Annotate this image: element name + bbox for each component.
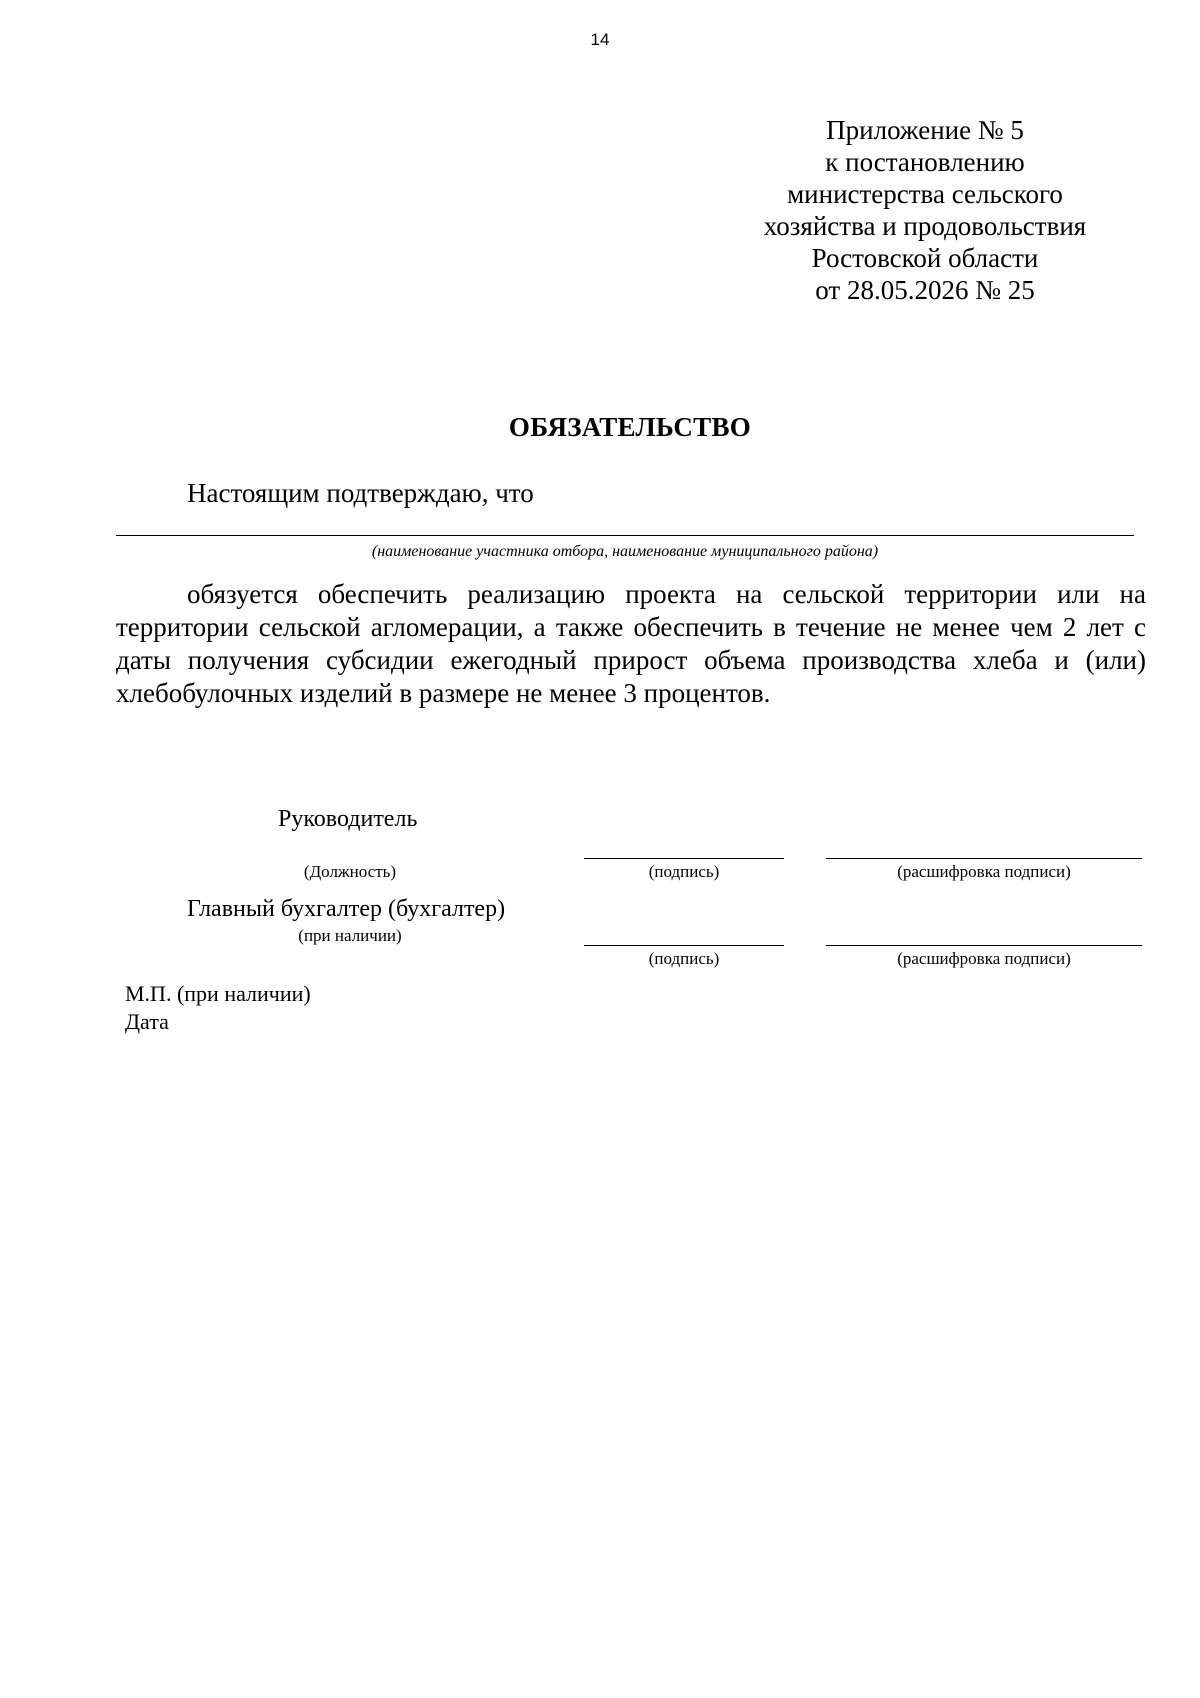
head-label: Руководитель: [278, 806, 418, 832]
appendix-line: Ростовской области: [811, 243, 1039, 273]
stamp-label: М.П. (при наличии): [125, 981, 311, 1006]
head-signature-caption: (подпись): [648, 862, 720, 881]
appendix-line: министерства сельского: [787, 179, 1063, 209]
page-number: 14: [590, 30, 610, 49]
obligation-text: обязуется обеспечить реализацию проекта на сельской территории или на территории сельской агломерации, а также обеспечить в течение не менее чем 2 лет с даты получения субсидии ежегодный прирост объема производства хлеба и (или) хлебобулочных изделий в размере не менее 3 процентов.: [116, 579, 1146, 708]
participant-fill-line[interactable]: [116, 535, 1134, 536]
accountant-decode-line[interactable]: [826, 945, 1142, 946]
accountant-note: (при наличии): [298, 926, 402, 945]
head-decode-caption: (расшифровка подписи): [897, 862, 1071, 881]
appendix-line: от 28.05.2026 № 25: [815, 275, 1035, 305]
accountant-label: Главный бухгалтер (бухгалтер): [187, 896, 506, 922]
appendix-line: к постановлению: [825, 147, 1025, 177]
head-decode-line[interactable]: [826, 858, 1142, 859]
accountant-signature-line[interactable]: [584, 945, 784, 946]
participant-caption: (наименование участника отбора, наименование муниципального района): [371, 543, 879, 560]
appendix-line: хозяйства и продовольствия: [763, 211, 1087, 241]
position-caption: (Должность): [303, 862, 397, 881]
appendix-line: Приложение № 5: [826, 115, 1024, 145]
intro-text: Настоящим подтверждаю, что: [187, 478, 534, 508]
appendix-heading: [695, 114, 1155, 306]
head-signature-line[interactable]: [584, 858, 784, 859]
accountant-decode-caption: (расшифровка подписи): [897, 949, 1071, 968]
document-title: ОБЯЗАТЕЛЬСТВО: [508, 412, 752, 442]
date-label: Дата: [125, 1009, 169, 1034]
accountant-signature-caption: (подпись): [648, 949, 720, 968]
